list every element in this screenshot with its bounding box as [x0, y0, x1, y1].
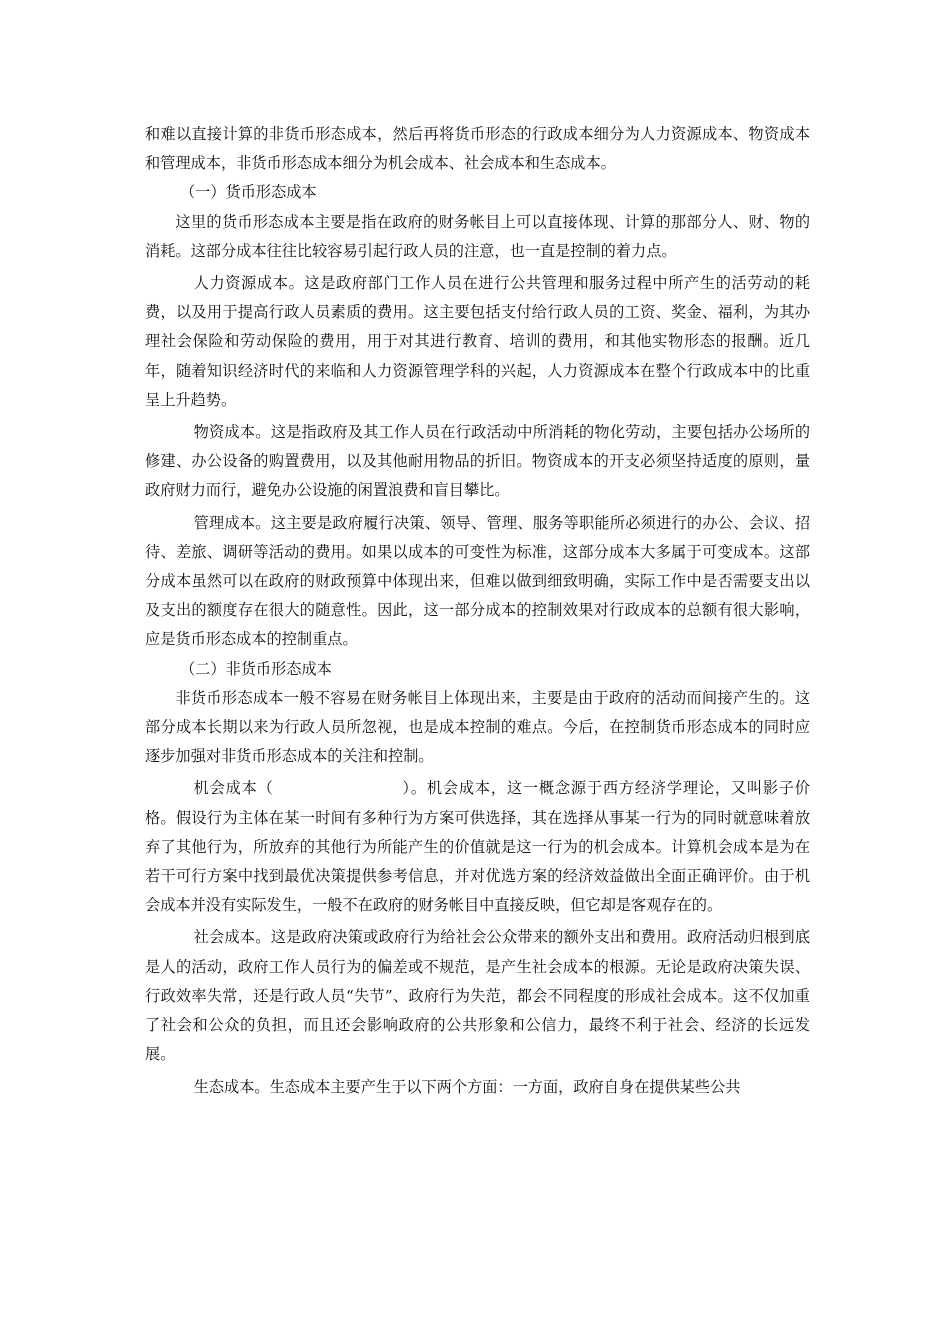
section-heading-non-monetary: （二）非货币形态成本 — [179, 659, 332, 678]
opportunity-cost-body: ）。机会成本，这一概念源于西方经济学理论，又叫影子价格。假设行为主体在某一时间有多种行为方案可供选择，其在选择从事某一行为的同时就意味着放弃了其他行为，所放弃的其他行为所能产生的价值就是这一行为的机会成本。计算机会成本是为在若干可行方案中找到最优决策提供参考信息，并对优选方案的经济效益做出全面正确评价。由于机会成本并没有实际发生，一般不在政府的财务帐目中直接反映，但它却是客观存在的。 — [145, 779, 810, 915]
monetary-cost-paragraph: 这里的货币形态成本主要是指在政府的财务帐目上可以直接体现、计算的那部分人、财、物的消耗。这部分成本往往比较容易引起行政人员的注意，也一直是控制的着力点。 — [145, 212, 810, 260]
opportunity-cost-lead: 机会成本（ — [193, 779, 274, 798]
management-cost-paragraph: 管理成本。这主要是政府履行决策、领导、管理、服务等职能所必须进行的办公、会议、招待、差旅、调研等活动的费用。如果以成本的可变性为标准，这部分成本大多属于可变成本。这部分成本虽然可以在政府的财政预算中体现出来，但难以做到细致明确，实际工作中是否需要支出以及支出的额度存在很大的随意性。因此，这一部分成本的控制效果对行政成本的总额有很大影响，应是货币形态成本的控制重点。 — [145, 513, 810, 649]
human-resource-cost-paragraph: 人力资源成本。这是政府部门工作人员在进行公共管理和服务过程中所产生的活劳动的耗费，以及用于提高行政人员素质的费用。这主要包括支付给行政人员的工资、奖金、福利，为其办理社会保险和劳动保险的费用，用于对其进行教育、培训的费用，和其他实物形态的报酬。近几年，随着知识经济时代的来临和人力资源管理学科的兴起，人力资源成本在整个行政成本中的比重呈上升趋势。 — [145, 274, 810, 409]
non-monetary-cost-paragraph: 非货币形态成本一般不容易在财务帐目上体现出来，主要是由于政府的活动而间接产生的。这部分成本长期以来为行政人员所忽视，也是成本控制的难点。今后，在控制货币形态成本的同时应逐步加强对非货币形态成本的关注和控制。 — [145, 688, 810, 766]
social-cost-paragraph: 社会成本。这是政府决策或政府行为给社会公众带来的额外支出和费用。政府活动归根到底是人的活动，政府工作人员行为的偏差或不规范，是产生社会成本的根源。无论是政府决策失误、行政效率失常，还是行政人员“失节”、政府行为失范，都会不同程度的形成社会成本。这不仅加重了社会和公众的负担，而且还会影响政府的公共形象和公信力，最终不利于社会、经济的长远发展。 — [145, 928, 810, 1064]
document-page — [145, 120, 810, 1102]
ecological-cost-paragraph: 生态成本。生态成本主要产生于以下两个方面：一方面，政府自身在提供某些公共 — [193, 1077, 741, 1096]
intro-paragraph: 和难以直接计算的非货币形态成本，然后再将货币形态的行政成本细分为人力资源成本、物资成本和管理成本，非货币形态成本细分为机会成本、社会成本和生态成本。 — [145, 125, 810, 173]
opportunity-cost-paragraph — [145, 774, 810, 920]
material-cost-paragraph: 物资成本。这是指政府及其工作人员在行政活动中所消耗的物化劳动，主要包括办公场所的修建、办公设备的购置费用，以及其他耐用物品的折旧。物资成本的开支必须坚持适度的原则，量政府财力而行，避免办公设施的闲置浪费和盲目攀比。 — [145, 423, 810, 500]
section-heading-monetary: （一）货币形态成本 — [179, 183, 317, 202]
